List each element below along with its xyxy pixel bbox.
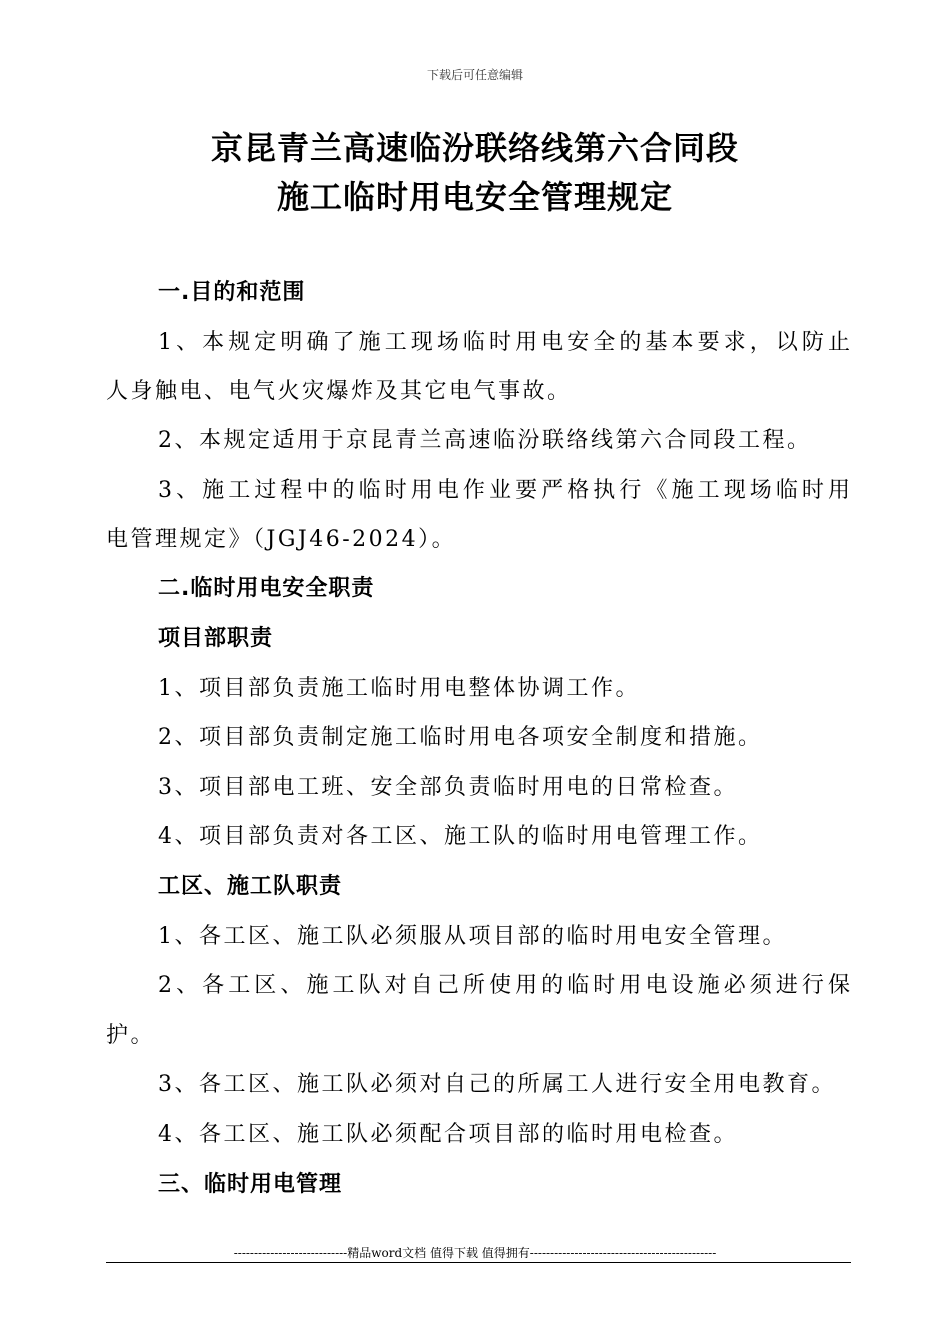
list-item: 1、各工区、施工队必须服从项目部的临时用电安全管理。 — [158, 924, 787, 949]
list-item: 2、项目部负责制定施工临时用电各项安全制度和措施。 — [158, 725, 763, 750]
list-item-line-2: 护。 — [106, 1023, 156, 1048]
paragraph-2: 2、本规定适用于京昆青兰高速临汾联络线第六合同段工程。 — [158, 428, 812, 453]
list-item-line-1: 2、各工区、施工队对自己所使用的临时用电设施必须进行保 — [158, 973, 850, 998]
paragraph-1-line-2: 人身触电、电气火灾爆炸及其它电气事故。 — [106, 379, 572, 404]
subheading-project-department: 项目部职责 — [158, 626, 274, 651]
list-item: 3、项目部电工班、安全部负责临时用电的日常检查。 — [158, 775, 738, 800]
header-note: 下载后可任意编辑 — [426, 68, 523, 82]
list-item: 4、各工区、施工队必须配合项目部的临时用电检查。 — [158, 1122, 738, 1147]
section-heading-purpose-scope: 一.目的和范围 — [158, 280, 306, 305]
list-item: 3、各工区、施工队必须对自己的所属工人进行安全用电教育。 — [158, 1072, 836, 1097]
list-item: 1、项目部负责施工临时用电整体协调工作。 — [158, 676, 640, 701]
footer-divider — [106, 1262, 851, 1263]
section-heading-responsibilities: 二.临时用电安全职责 — [158, 576, 375, 601]
subheading-work-areas: 工区、施工队职责 — [158, 874, 343, 899]
section-heading-management: 三、临时用电管理 — [158, 1172, 343, 1197]
list-item: 4、项目部负责对各工区、施工队的临时用电管理工作。 — [158, 824, 763, 849]
footer-note: ----------------------------精品word文档 值得下载 值得拥有---------------------------------------------- — [233, 1246, 717, 1260]
document-title-line-1: 京昆青兰高速临汾联络线第六合同段 — [210, 129, 739, 167]
paragraph-3-line-2: 电管理规定》（JGJ46-2024）。 — [106, 527, 457, 552]
document-title-line-2: 施工临时用电安全管理规定 — [276, 178, 673, 216]
paragraph-1-line-1: 1、本规定明确了施工现场临时用电安全的基本要求，以防止 — [158, 330, 850, 355]
paragraph-3-line-1: 3、施工过程中的临时用电作业要严格执行《施工现场临时用 — [158, 478, 850, 503]
